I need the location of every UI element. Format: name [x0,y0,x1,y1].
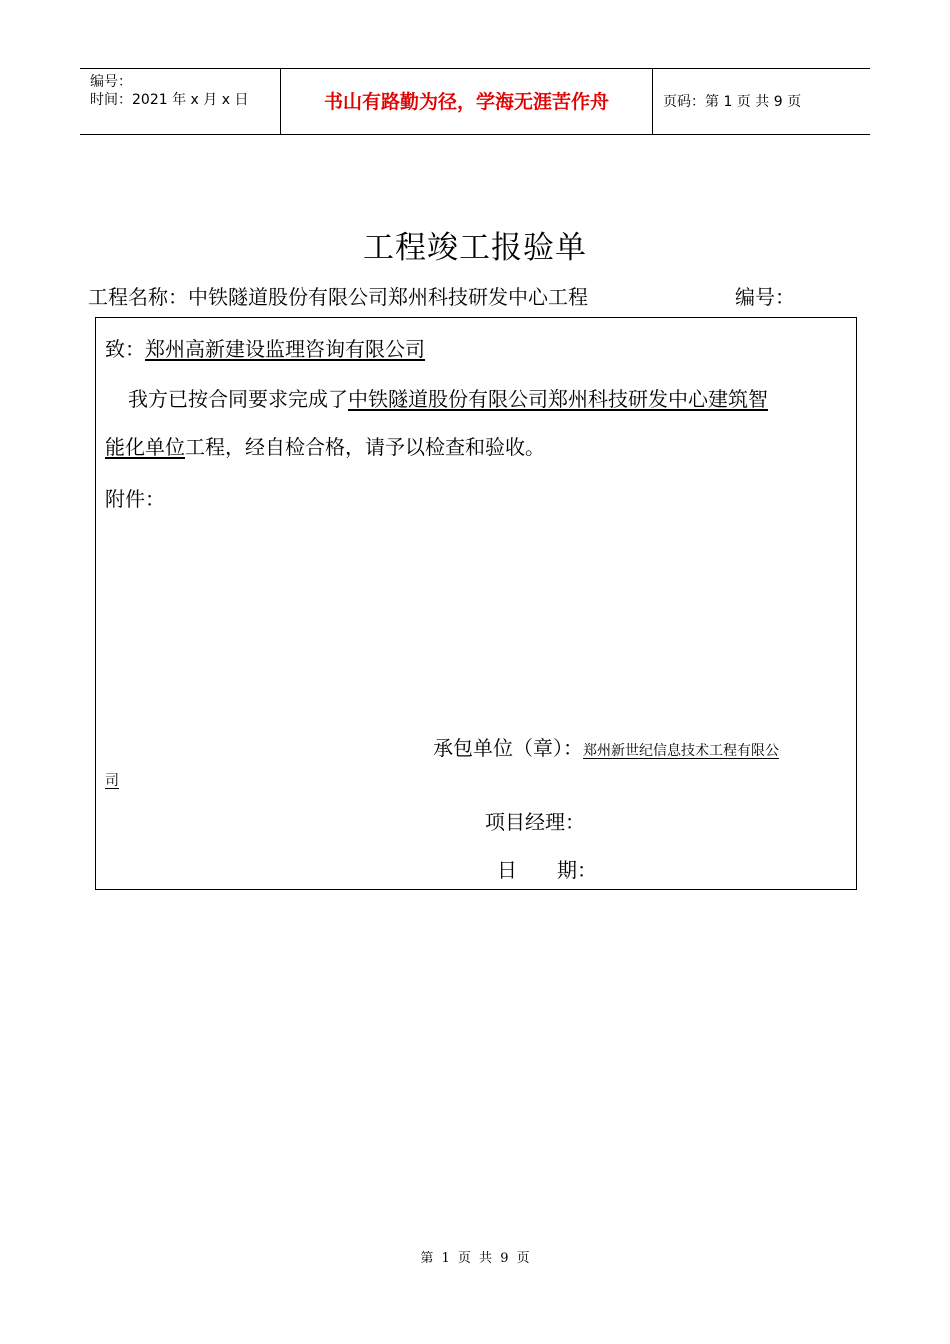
project-name-line: 工程名称：中铁隧道股份有限公司郑州科技研发中心工程 [88,285,588,309]
contractor-line [433,732,779,761]
body-project-name-part1: 中铁隧道股份有限公司郑州科技研发中心建筑智 [348,387,768,411]
document-title: 工程竣工报验单 [363,230,587,266]
recipient-name: 郑州高新建设监理咨询有限公司 [145,337,425,361]
report-form-box [95,317,857,890]
header-number-label: 编号： [90,74,132,90]
body-suffix: 工程，经自检合格，请予以检查和验收。 [185,435,545,459]
contractor-name-part2: 司 [105,773,119,789]
recipient-line [105,333,425,362]
contractor-name-part1: 郑州新世纪信息技术工程有限公 [583,743,779,759]
body-line-1 [128,383,768,412]
page-header [80,68,870,135]
body-line-2 [105,431,545,460]
page-footer: 第 1 页 共 9 页 [420,1251,530,1266]
header-page-info: 页码：第 1 页 共 9 页 [663,94,802,110]
body-prefix: 我方已按合同要求完成了 [128,387,348,411]
recipient-prefix: 致： [105,337,145,361]
project-manager-label: 项目经理： [485,810,585,834]
date-label: 日 期： [497,858,597,882]
document-number-label: 编号： [735,285,795,309]
body-project-name-part2: 能化单位 [105,435,185,459]
contractor-label: 承包单位（章）： [433,736,583,760]
header-meta-cell [80,69,281,135]
attachment-label: 附件： [105,487,165,511]
header-time-label: 时间：2021 年 x 月 x 日 [90,92,249,108]
header-motto: 书山有路勤为径，学海无涯苦作舟 [281,69,653,135]
